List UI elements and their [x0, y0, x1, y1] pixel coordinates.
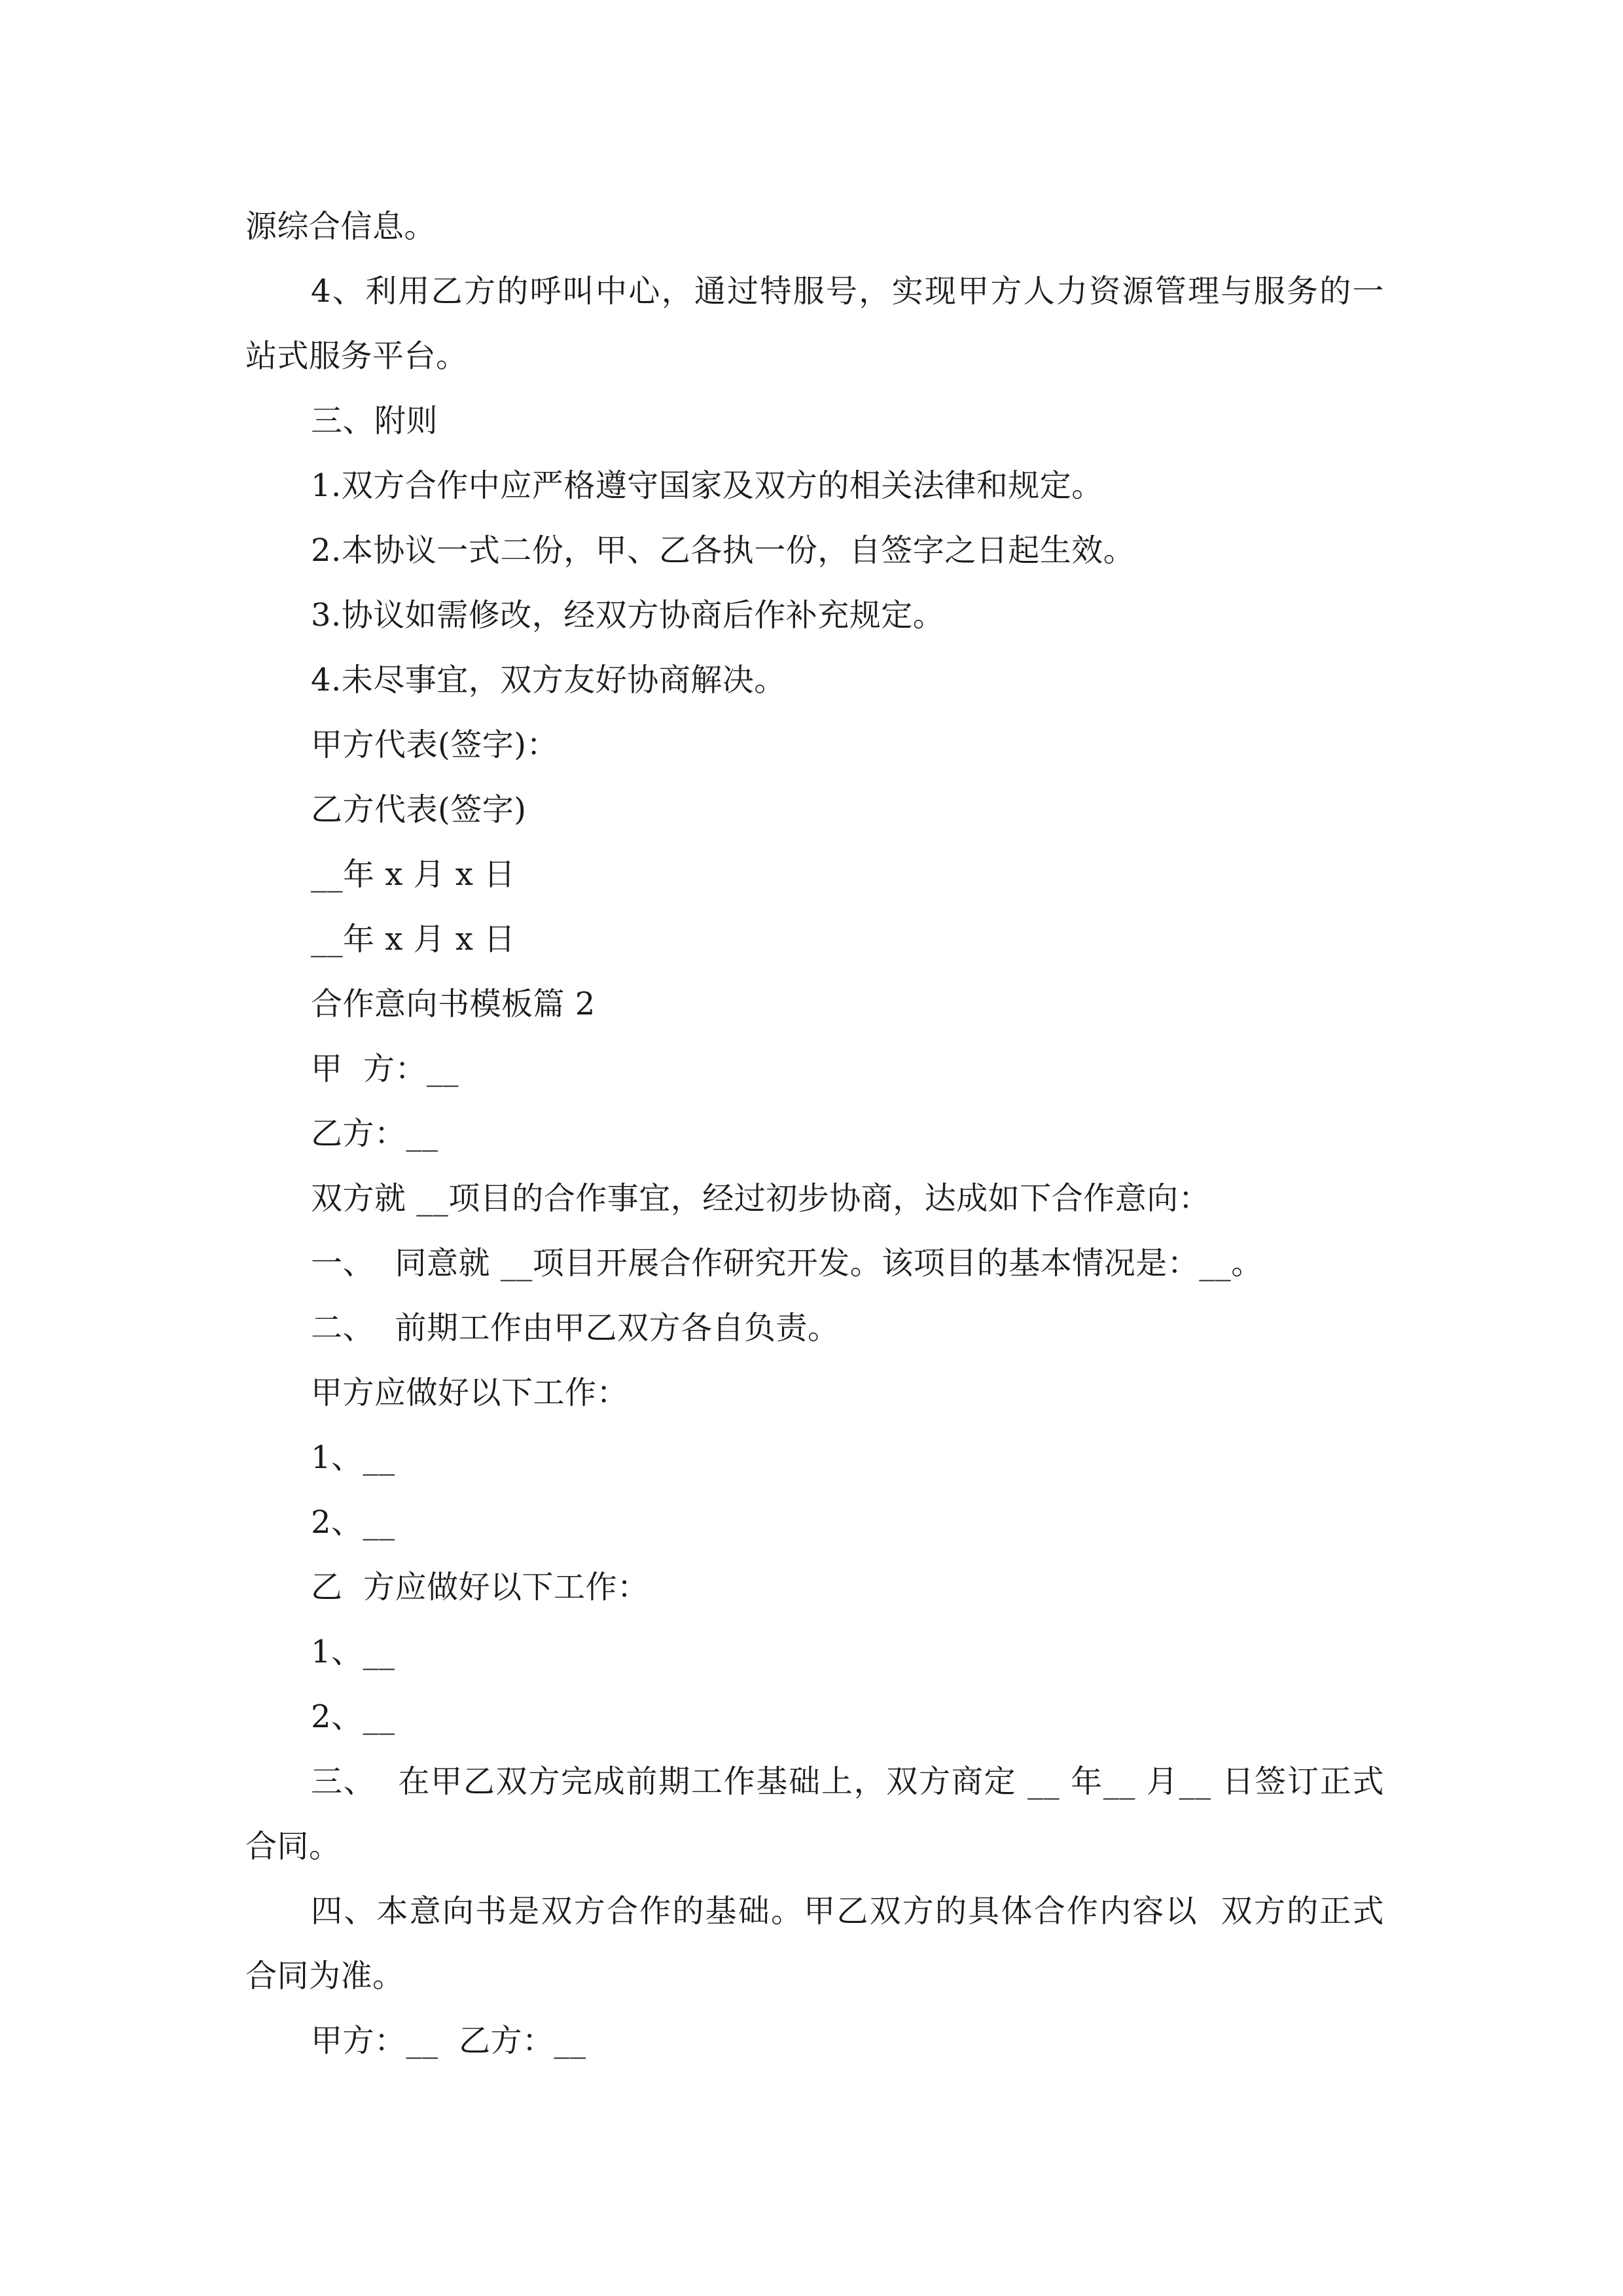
list-item: 2、__ [311, 1698, 395, 1735]
date-line: __年 x 月 x 日 [311, 921, 516, 958]
text-line: 站式服务平台。 [245, 338, 468, 374]
text-line: 4.未尽事宜，双方友好协商解决。 [311, 662, 786, 698]
text-line: 4、利用乙方的呼叫中心，通过特服号，实现甲方人力资源管理与服务的一 [311, 273, 1384, 310]
signature-label: 甲方代表(签字)： [311, 726, 558, 763]
signature-line: 甲方：__ 乙方：__ [311, 2022, 586, 2059]
text-line: 双方就 __项目的合作事宜，经过初步协商，达成如下合作意向： [311, 1180, 1211, 1217]
text-line: 源综合信息。 [245, 208, 437, 245]
party-a-line: 甲 方：__ [311, 1050, 459, 1087]
text-line: 1.双方合作中应严格遵守国家及双方的相关法律和规定。 [311, 467, 1103, 504]
list-item: 1、__ [311, 1439, 395, 1476]
text-line: 2.本协议一式二份，甲、乙各执一份，自签字之日起生效。 [311, 532, 1135, 569]
text-line: 合同为准。 [245, 1958, 404, 1994]
section-heading: 三、附则 [311, 403, 438, 439]
text-line: 甲方应做好以下工作： [311, 1374, 629, 1411]
list-item: 1、__ [311, 1634, 395, 1670]
list-item: 2、__ [311, 1504, 395, 1541]
text-line: 一、 同意就 __项目开展合作研究开发。该项目的基本情况是：__。 [311, 1245, 1263, 1282]
party-b-line: 乙方：__ [311, 1115, 438, 1152]
text-line: 三、 在甲乙双方完成前期工作基础上，双方商定 __ 年__ 月__ 日签订正式 [311, 1763, 1384, 1800]
section-title: 合作意向书模板篇 2 [311, 986, 596, 1022]
date-line: __年 x 月 x 日 [311, 856, 516, 893]
text-line: 四、本意向书是双方合作的基础。甲乙双方的具体合作内容以 双方的正式 [311, 1893, 1384, 1929]
text-line: 合同。 [245, 1828, 341, 1865]
text-line: 乙 方应做好以下工作： [311, 1569, 649, 1605]
text-line: 二、 前期工作由甲乙双方各自负责。 [311, 1310, 840, 1346]
text-line: 3.协议如需修改，经双方协商后作补充规定。 [311, 597, 945, 634]
signature-label: 乙方代表(签字) [311, 791, 527, 828]
